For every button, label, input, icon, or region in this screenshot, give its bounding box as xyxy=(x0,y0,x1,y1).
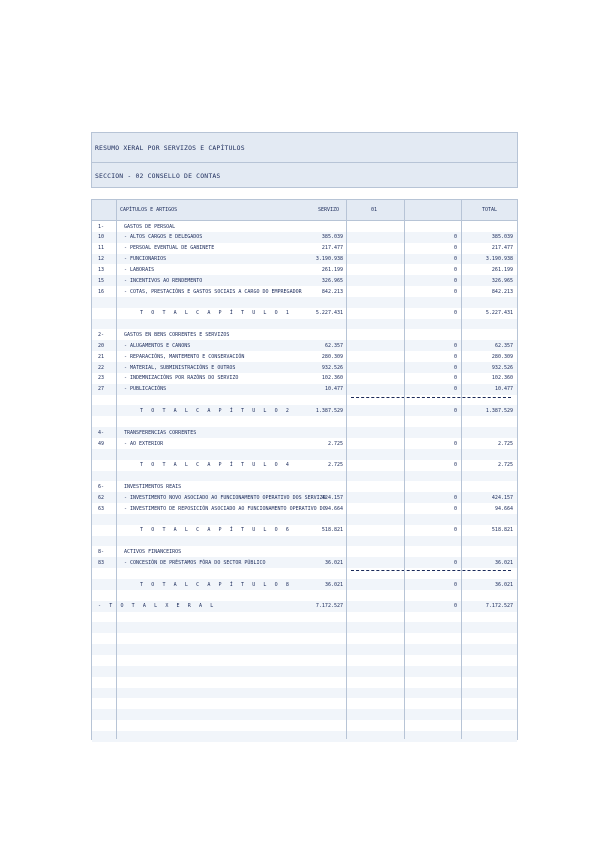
table-row xyxy=(92,405,517,416)
row-value-zero: 0 xyxy=(453,245,457,252)
row-value-service-01: 36.021 xyxy=(324,581,343,588)
row-code: 4- xyxy=(98,429,105,436)
table-row xyxy=(92,698,517,709)
table-row xyxy=(92,536,517,547)
row-value-service-01: 842.213 xyxy=(321,288,343,295)
table-row xyxy=(92,373,517,384)
row-code: 13 xyxy=(98,266,105,273)
table-row xyxy=(92,275,517,286)
row-value-total: 94.664 xyxy=(494,505,513,512)
table-row xyxy=(92,503,517,514)
row-value-total: 217.477 xyxy=(491,245,513,252)
column-divider xyxy=(116,200,117,739)
table-row xyxy=(92,622,517,633)
row-value-service-01: 932.526 xyxy=(321,364,343,371)
table-row xyxy=(92,460,517,471)
report-title: RESUMO XERAL POR SERVIZOS E CAPÍTULOS xyxy=(95,144,245,152)
table-row xyxy=(92,384,517,395)
row-value-zero: 0 xyxy=(453,234,457,241)
row-value-zero: 0 xyxy=(453,505,457,512)
row-value-total: 2.725 xyxy=(497,440,513,447)
table-row xyxy=(92,286,517,297)
row-value-total: 518.821 xyxy=(491,527,513,534)
row-value-total: 3.190.938 xyxy=(485,256,513,263)
column-header-chapters: CAPÍTULOS E ARTIGOS xyxy=(120,207,178,213)
row-code: 2- xyxy=(98,332,105,338)
table-row xyxy=(92,677,517,688)
table-row xyxy=(92,568,517,579)
row-value-zero: 0 xyxy=(453,256,457,263)
row-description: - AO EXTERIOR xyxy=(124,440,164,447)
row-code: 10 xyxy=(98,234,105,241)
column-header-01: 01 xyxy=(371,207,378,213)
table-row xyxy=(92,481,517,492)
table-row xyxy=(92,666,517,677)
row-value-service-01: 217.477 xyxy=(321,245,343,252)
table-row xyxy=(92,720,517,731)
row-description: TRANSFERENCIAS CORRENTES xyxy=(124,429,197,436)
row-description: T O T A L C A P Í T U L O 4 xyxy=(140,462,292,469)
row-value-total: 932.526 xyxy=(491,364,513,371)
row-value-zero: 0 xyxy=(453,603,457,610)
row-code: 6- xyxy=(98,483,105,490)
table-row xyxy=(92,362,517,373)
row-value-service-01: 326.965 xyxy=(321,277,343,284)
row-value-zero: 0 xyxy=(453,310,457,317)
table-row xyxy=(92,232,517,243)
row-value-total: 10.477 xyxy=(494,386,513,393)
row-value-total: 280.309 xyxy=(491,353,513,360)
row-value-total: 7.172.527 xyxy=(485,603,513,610)
table-row xyxy=(92,655,517,666)
row-code: 83 xyxy=(98,559,105,566)
row-value-total: 842.213 xyxy=(491,288,513,295)
row-value-service-01: 2.725 xyxy=(327,462,343,469)
row-value-service-01: 1.387.529 xyxy=(315,407,343,414)
row-code: 23 xyxy=(98,375,105,382)
summary-table xyxy=(91,199,518,740)
row-description: - LABORAIS xyxy=(124,266,155,273)
column-divider xyxy=(461,200,462,739)
row-value-service-01: 102.360 xyxy=(321,375,343,382)
row-description: - FUNCIONARIOS xyxy=(124,256,167,263)
row-value-service-01: 7.172.527 xyxy=(315,603,343,610)
row-description: T O T A L C A P Í T U L O 8 xyxy=(140,581,292,588)
row-value-zero: 0 xyxy=(453,462,457,469)
row-value-service-01: 94.664 xyxy=(324,505,343,512)
column-header-service: SERVIZO xyxy=(318,207,340,213)
table-row xyxy=(92,319,517,330)
row-code: 20 xyxy=(98,342,105,349)
row-value-zero: 0 xyxy=(453,277,457,284)
row-value-service-01: 518.821 xyxy=(321,527,343,534)
table-row xyxy=(92,297,517,308)
table-row xyxy=(92,330,517,341)
row-description: - REPARACIÓNS, MANTEMENTO E CONSERVACIÓN xyxy=(124,353,245,360)
row-code: 27 xyxy=(98,386,105,393)
table-row xyxy=(92,612,517,623)
row-code: 16 xyxy=(98,288,105,295)
section-title: SECCION - 02 CONSELLO DE CONTAS xyxy=(95,172,221,180)
row-value-service-01: 424.157 xyxy=(321,494,343,501)
table-row xyxy=(92,254,517,265)
report-title-bar xyxy=(91,132,518,162)
row-description: T O T A L C A P Í T U L O 6 xyxy=(140,527,292,534)
table-row xyxy=(92,525,517,536)
row-value-total: 36.021 xyxy=(494,559,513,566)
row-description: - INVESTIMENTO DE REPOSICIÓN ASOCIADO AO FUNCIONAMENTO OPERATIVO DO xyxy=(124,505,326,512)
row-value-zero: 0 xyxy=(453,266,457,273)
row-value-total: 424.157 xyxy=(491,494,513,501)
row-description: - T O T A L X E R A L xyxy=(98,603,216,610)
row-value-total: 2.725 xyxy=(497,462,513,469)
table-row xyxy=(92,471,517,482)
row-value-service-01: 36.021 xyxy=(324,559,343,566)
table-row xyxy=(92,340,517,351)
row-value-service-01: 2.725 xyxy=(327,440,343,447)
row-value-total: 385.039 xyxy=(491,234,513,241)
row-value-total: 1.387.529 xyxy=(485,407,513,414)
row-value-zero: 0 xyxy=(453,527,457,534)
row-value-zero: 0 xyxy=(453,342,457,349)
row-code: 15 xyxy=(98,277,105,284)
row-description: GASTOS EN BENS CORRENTES E SERVIZOS xyxy=(124,332,230,338)
row-code: 21 xyxy=(98,353,105,360)
row-code: 11 xyxy=(98,245,105,252)
row-code: 63 xyxy=(98,505,105,512)
table-row xyxy=(92,731,517,742)
row-description: - ALUGAMENTOS E CANONS xyxy=(124,342,191,349)
row-value-service-01: 10.477 xyxy=(324,386,343,393)
table-row xyxy=(92,221,517,232)
row-value-total: 36.021 xyxy=(494,581,513,588)
row-value-total: 62.357 xyxy=(494,342,513,349)
row-code: 1- xyxy=(98,223,105,230)
row-description: INVESTIMENTOS REAIS xyxy=(124,483,182,490)
row-value-service-01: 3.190.938 xyxy=(315,256,343,263)
table-header xyxy=(92,200,517,221)
row-description: ACTIVOS FINANCEIROS xyxy=(124,549,182,555)
row-value-zero: 0 xyxy=(453,494,457,501)
row-description: T O T A L C A P Í T U L O 2 xyxy=(140,407,292,414)
table-row xyxy=(92,449,517,460)
table-row xyxy=(92,427,517,438)
table-row xyxy=(92,547,517,558)
column-divider xyxy=(346,200,347,739)
table-row xyxy=(92,395,517,406)
table-row xyxy=(92,557,517,568)
row-code: 12 xyxy=(98,256,105,263)
row-value-zero: 0 xyxy=(453,288,457,295)
table-row xyxy=(92,644,517,655)
table-row xyxy=(92,579,517,590)
table-row xyxy=(92,590,517,601)
row-value-service-01: 62.357 xyxy=(324,342,343,349)
row-description: - COTAS, PRESTACIÓNS E GASTOS SOCIAIS A CARGO DO EMPREGADOR xyxy=(124,288,302,295)
table-row xyxy=(92,243,517,254)
row-value-zero: 0 xyxy=(453,364,457,371)
row-description: T O T A L C A P Í T U L O 1 xyxy=(140,310,292,317)
table-row xyxy=(92,688,517,699)
row-value-service-01: 5.227.431 xyxy=(315,310,343,317)
row-description: - INCENTIVOS AO RENDEMENTO xyxy=(124,277,203,284)
row-value-total: 102.360 xyxy=(491,375,513,382)
table-row xyxy=(92,492,517,503)
table-row xyxy=(92,438,517,449)
table-row xyxy=(92,601,517,612)
column-header-total: TOTAL xyxy=(482,207,498,213)
row-value-zero: 0 xyxy=(453,375,457,382)
table-row xyxy=(92,633,517,644)
column-divider xyxy=(404,200,405,739)
row-value-total: 326.965 xyxy=(491,277,513,284)
row-description: - INVESTIMENTO NOVO ASOCIADO AO FUNCIONAMENTO OPERATIVO DOS SERVIZO xyxy=(124,494,326,501)
row-description: - INDEMNIZACIÓNS POR RAZÓNS DO SERVIZO xyxy=(124,375,239,382)
row-value-zero: 0 xyxy=(453,440,457,447)
row-value-total: 261.199 xyxy=(491,266,513,273)
table-row xyxy=(92,264,517,275)
row-value-zero: 0 xyxy=(453,353,457,360)
row-description: - ALTOS CARGOS E DELEGADOS xyxy=(124,234,203,241)
row-description: - MATERIAL, SUBMINISTRACIÓNS E OUTROS xyxy=(124,364,236,371)
row-code: 22 xyxy=(98,364,105,371)
row-value-total: 5.227.431 xyxy=(485,310,513,317)
row-code: 62 xyxy=(98,494,105,501)
row-code: 49 xyxy=(98,440,105,447)
row-value-zero: 0 xyxy=(453,559,457,566)
table-row xyxy=(92,308,517,319)
row-value-service-01: 385.039 xyxy=(321,234,343,241)
table-row xyxy=(92,514,517,525)
table-row xyxy=(92,416,517,427)
row-description: - PUBLICACIÓNS xyxy=(124,386,167,393)
row-description: - PERSOAL EVENTUAL DE GABINETE xyxy=(124,245,215,252)
row-value-service-01: 261.199 xyxy=(321,266,343,273)
row-description: - CONCESIÓN DE PRÉSTAMOS FÓRA DO SECTOR PÚBLICO xyxy=(124,559,266,566)
row-value-service-01: 280.309 xyxy=(321,353,343,360)
row-value-zero: 0 xyxy=(453,407,457,414)
row-code: 8- xyxy=(98,549,105,555)
row-value-zero: 0 xyxy=(453,581,457,588)
section-bar xyxy=(91,162,518,188)
table-row xyxy=(92,709,517,720)
row-value-zero: 0 xyxy=(453,386,457,393)
row-description: GASTOS DE PERSOAL xyxy=(124,223,176,230)
table-row xyxy=(92,351,517,362)
